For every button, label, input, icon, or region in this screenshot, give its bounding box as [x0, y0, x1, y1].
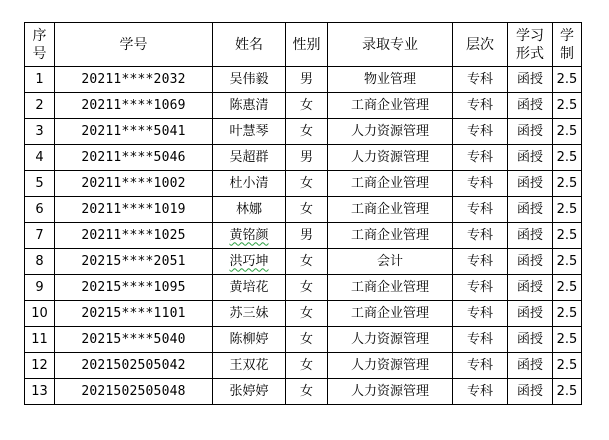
- cell-duration: 2.5: [553, 93, 582, 119]
- cell-level: 专科: [453, 275, 508, 301]
- cell-study-mode: 函授: [508, 275, 553, 301]
- table-row: [25, 145, 582, 171]
- header-duration: [553, 23, 582, 67]
- cell-duration: 2.5: [553, 67, 582, 93]
- cell-student-id: 20215****5040: [55, 327, 213, 353]
- cell-duration: 2.5: [553, 197, 582, 223]
- cell-student-id: 20215****1095: [55, 275, 213, 301]
- cell-level: 专科: [453, 327, 508, 353]
- cell-seq: 8: [25, 249, 55, 275]
- cell-level: 专科: [453, 171, 508, 197]
- cell-name: 吴伟毅: [213, 67, 286, 93]
- header-study-mode: [508, 23, 553, 67]
- cell-student-id: 20211****5046: [55, 145, 213, 171]
- cell-name: 张婷婷: [213, 379, 286, 405]
- cell-gender: 女: [286, 275, 328, 301]
- header-seq-line2: 号: [32, 45, 47, 62]
- header-student-id: 学号: [55, 23, 213, 67]
- admission-roster-table: [24, 22, 582, 405]
- cell-name-text: 洪巧坤: [229, 253, 269, 269]
- cell-student-id: 20211****5041: [55, 119, 213, 145]
- cell-major: 人力资源管理: [328, 353, 453, 379]
- cell-gender: 女: [286, 119, 328, 145]
- cell-study-mode: 函授: [508, 379, 553, 405]
- cell-study-mode: 函授: [508, 327, 553, 353]
- cell-major: 人力资源管理: [328, 379, 453, 405]
- cell-gender: 女: [286, 353, 328, 379]
- cell-student-id: 20211****1069: [55, 93, 213, 119]
- header-row: [25, 23, 582, 67]
- cell-study-mode: 函授: [508, 223, 553, 249]
- cell-gender: 女: [286, 171, 328, 197]
- cell-student-id: 20215****1101: [55, 301, 213, 327]
- cell-level: 专科: [453, 67, 508, 93]
- header-seq-line1: 序: [32, 27, 47, 44]
- cell-study-mode: 函授: [508, 197, 553, 223]
- cell-name: 苏三妹: [213, 301, 286, 327]
- table-row: [25, 197, 582, 223]
- cell-duration: 2.5: [553, 353, 582, 379]
- cell-study-mode: 函授: [508, 93, 553, 119]
- cell-duration: 2.5: [553, 119, 582, 145]
- table-row: [25, 119, 582, 145]
- cell-major: 会计: [328, 249, 453, 275]
- table-row: [25, 67, 582, 93]
- cell-student-id: 2021502505048: [55, 379, 213, 405]
- cell-name: 陈惠清: [213, 93, 286, 119]
- table-row: [25, 249, 582, 275]
- header-duration-line2: 制: [560, 45, 574, 62]
- cell-study-mode: 函授: [508, 353, 553, 379]
- cell-gender: 男: [286, 145, 328, 171]
- cell-seq: 3: [25, 119, 55, 145]
- cell-major: 人力资源管理: [328, 145, 453, 171]
- cell-student-id: 20211****2032: [55, 67, 213, 93]
- cell-duration: 2.5: [553, 223, 582, 249]
- cell-duration: 2.5: [553, 379, 582, 405]
- cell-study-mode: 函授: [508, 171, 553, 197]
- cell-name: 陈柳婷: [213, 327, 286, 353]
- cell-major: 工商企业管理: [328, 301, 453, 327]
- cell-duration: 2.5: [553, 275, 582, 301]
- cell-gender: 女: [286, 93, 328, 119]
- cell-level: 专科: [453, 249, 508, 275]
- cell-duration: 2.5: [553, 249, 582, 275]
- header-major: 录取专业: [328, 23, 453, 67]
- cell-name: [213, 249, 286, 275]
- cell-seq: 11: [25, 327, 55, 353]
- header-duration-line1: 学: [560, 27, 574, 44]
- cell-duration: 2.5: [553, 145, 582, 171]
- cell-gender: 女: [286, 327, 328, 353]
- table-row: [25, 223, 582, 249]
- cell-seq: 5: [25, 171, 55, 197]
- cell-major: 人力资源管理: [328, 119, 453, 145]
- cell-seq: 10: [25, 301, 55, 327]
- header-level: 层次: [453, 23, 508, 67]
- cell-seq: 13: [25, 379, 55, 405]
- cell-major: 工商企业管理: [328, 275, 453, 301]
- header-gender: 性别: [286, 23, 328, 67]
- cell-major: 人力资源管理: [328, 327, 453, 353]
- cell-major: 工商企业管理: [328, 197, 453, 223]
- cell-name: 王双花: [213, 353, 286, 379]
- cell-student-id: 20215****2051: [55, 249, 213, 275]
- cell-name: 林娜: [213, 197, 286, 223]
- cell-level: 专科: [453, 197, 508, 223]
- header-seq: [25, 23, 55, 67]
- cell-gender: 男: [286, 67, 328, 93]
- cell-duration: 2.5: [553, 301, 582, 327]
- cell-duration: 2.5: [553, 327, 582, 353]
- cell-level: 专科: [453, 223, 508, 249]
- cell-major: 物业管理: [328, 67, 453, 93]
- table-row: [25, 353, 582, 379]
- table-row: [25, 171, 582, 197]
- roster-body: [25, 67, 582, 405]
- cell-name: 黄培花: [213, 275, 286, 301]
- cell-student-id: 2021502505042: [55, 353, 213, 379]
- cell-name: 吴超群: [213, 145, 286, 171]
- cell-study-mode: 函授: [508, 119, 553, 145]
- cell-major: 工商企业管理: [328, 93, 453, 119]
- cell-gender: 女: [286, 301, 328, 327]
- cell-name-text: 黄铭颜: [229, 227, 269, 243]
- cell-seq: 12: [25, 353, 55, 379]
- cell-gender: 女: [286, 379, 328, 405]
- cell-seq: 1: [25, 67, 55, 93]
- cell-level: 专科: [453, 119, 508, 145]
- cell-seq: 2: [25, 93, 55, 119]
- cell-student-id: 20211****1002: [55, 171, 213, 197]
- table-row: [25, 275, 582, 301]
- cell-level: 专科: [453, 301, 508, 327]
- cell-gender: 男: [286, 223, 328, 249]
- table-row: [25, 379, 582, 405]
- table-row: [25, 327, 582, 353]
- cell-name: [213, 223, 286, 249]
- cell-study-mode: 函授: [508, 67, 553, 93]
- header-name: 姓名: [213, 23, 286, 67]
- cell-major: 工商企业管理: [328, 223, 453, 249]
- header-study-mode-line2: 形式: [516, 45, 544, 62]
- cell-seq: 9: [25, 275, 55, 301]
- cell-gender: 女: [286, 197, 328, 223]
- cell-level: 专科: [453, 93, 508, 119]
- cell-level: 专科: [453, 353, 508, 379]
- cell-study-mode: 函授: [508, 145, 553, 171]
- cell-study-mode: 函授: [508, 249, 553, 275]
- table-row: [25, 93, 582, 119]
- cell-name: 杜小清: [213, 171, 286, 197]
- cell-student-id: 20211****1025: [55, 223, 213, 249]
- cell-student-id: 20211****1019: [55, 197, 213, 223]
- cell-major: 工商企业管理: [328, 171, 453, 197]
- cell-name: 叶慧琴: [213, 119, 286, 145]
- cell-level: 专科: [453, 379, 508, 405]
- cell-seq: 7: [25, 223, 55, 249]
- cell-study-mode: 函授: [508, 301, 553, 327]
- table-row: [25, 301, 582, 327]
- cell-seq: 6: [25, 197, 55, 223]
- cell-seq: 4: [25, 145, 55, 171]
- cell-duration: 2.5: [553, 171, 582, 197]
- cell-level: 专科: [453, 145, 508, 171]
- header-study-mode-line1: 学习: [516, 27, 544, 44]
- cell-gender: 女: [286, 249, 328, 275]
